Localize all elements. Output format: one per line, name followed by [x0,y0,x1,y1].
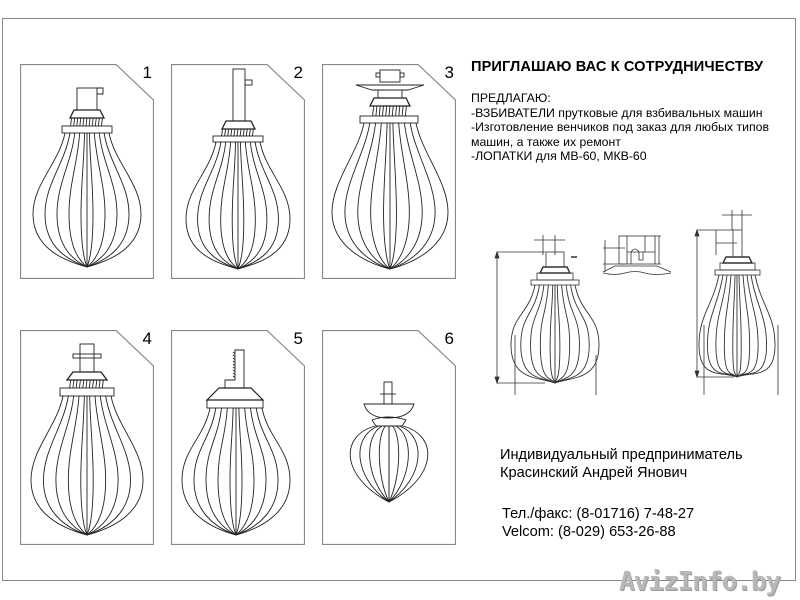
product-card [322,64,456,279]
technical-drawing-whisk-b [682,205,792,395]
product-card [322,330,456,545]
product-number: 5 [293,329,303,348]
technical-drawing-whisk-a [485,215,605,395]
whisk-icon [20,330,154,545]
product-number: 6 [444,329,454,348]
contact-title: Индивидуальный предприниматель [500,447,743,463]
whisk-icon [171,330,305,545]
whisk-icon [322,330,456,545]
offer-intro: ПРЕДЛАГАЮ: [471,91,551,105]
phone-number[interactable]: Тел./факс: (8-01716) 7-48-27 [502,506,695,522]
phones-block [502,505,694,541]
product-number: 2 [293,63,303,82]
product-card [171,64,305,279]
contact-block [500,446,743,482]
mobile-number[interactable]: Velcom: (8-029) 653-26-88 [502,524,676,540]
product-card [171,330,305,545]
whisk-icon [171,64,305,279]
product-card [20,64,154,279]
offer-line: -ВЗБИВАТЕЛИ прутковые для взбивальных машин [471,105,763,120]
offer-line: -ЛОПАТКИ для МВ-60, МКВ-60 [471,149,647,163]
product-number: 1 [142,63,152,82]
whisk-icon [322,64,456,279]
technical-drawing-hook-detail [595,230,675,280]
offer-line: -Изготовление венчиков под заказ для любых типов [471,120,769,134]
product-number: 4 [142,329,152,348]
offer-block [471,91,769,164]
offer-line: машин, а также их ремонт [471,134,621,149]
product-card [20,330,154,545]
page-title: ПРИГЛАШАЮ ВАС К СОТРУДНИЧЕСТВУ [471,59,764,75]
product-number: 3 [444,63,454,82]
contact-name: Красинский Андрей Янович [500,465,688,481]
whisk-icon [20,64,154,279]
watermark-logo: AvizInfo.by [619,567,781,597]
